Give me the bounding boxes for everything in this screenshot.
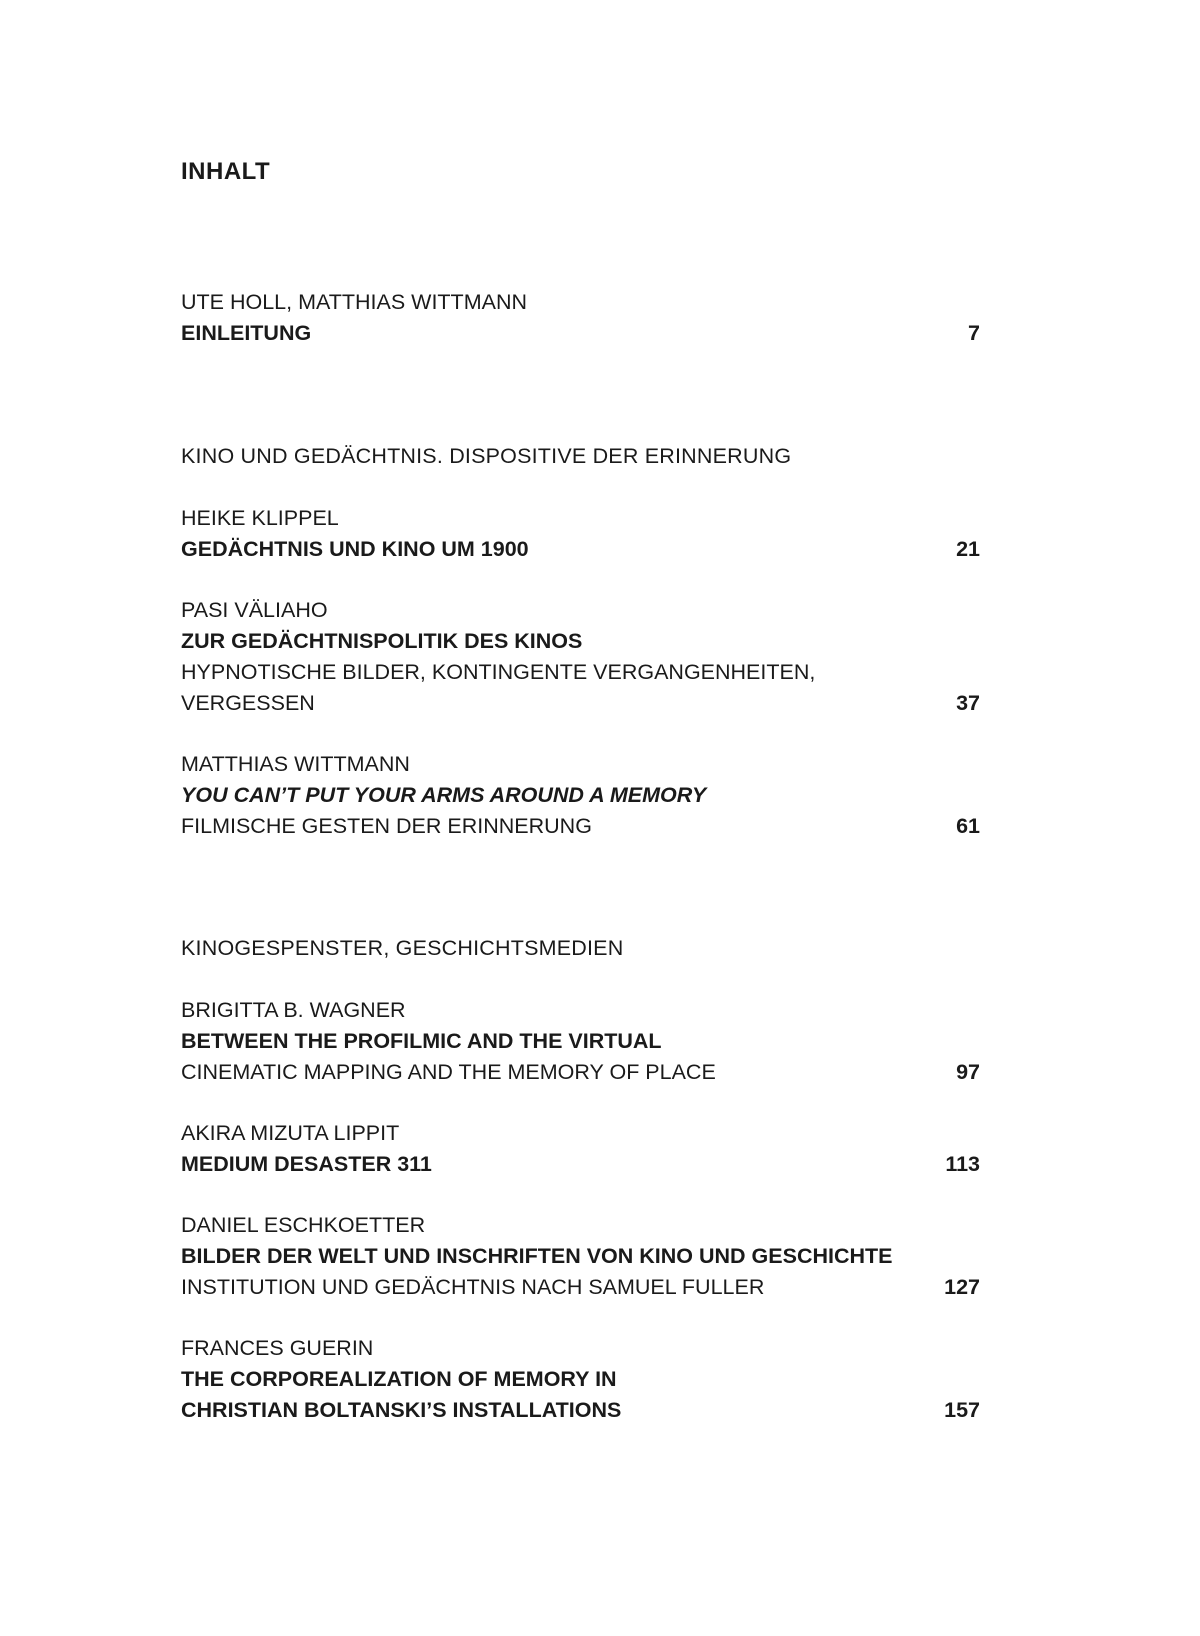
entry-title: CHRISTIAN BOLTANSKI’S INSTALLATIONS [181, 1398, 622, 1422]
entry-author: PASI VÄLIAHO [181, 598, 328, 622]
entry-page-number: 97 [956, 1060, 980, 1084]
entry-author: AKIRA MIZUTA LIPPIT [181, 1121, 400, 1145]
entry-subtitle: FILMISCHE GESTEN DER ERINNERUNG [181, 814, 592, 838]
entry-title: GEDÄCHTNIS UND KINO UM 1900 [181, 537, 529, 561]
section-title: KINOGESPENSTER, GESCHICHTSMEDIEN [181, 936, 624, 960]
entry-page-number: 61 [956, 814, 980, 838]
entry-page-number: 37 [956, 691, 980, 715]
entry-author: MATTHIAS WITTMANN [181, 752, 410, 776]
entry-title: ZUR GEDÄCHTNISPOLITIK DES KINOS [181, 629, 583, 653]
toc-heading: INHALT [181, 158, 271, 185]
entry-page-number: 21 [956, 537, 980, 561]
entry-title: YOU CAN’T PUT YOUR ARMS AROUND A MEMORY [181, 783, 707, 807]
entry-title: BILDER DER WELT UND INSCHRIFTEN VON KINO UND GESCHICHTE [181, 1244, 893, 1268]
entry-subtitle: VERGESSEN [181, 691, 315, 715]
entry-page-number: 113 [945, 1152, 980, 1176]
entry-author: HEIKE KLIPPEL [181, 506, 339, 530]
entry-page-number: 7 [968, 321, 980, 345]
entry-author: DANIEL ESCHKOETTER [181, 1213, 426, 1237]
entry-author: UTE HOLL, MATTHIAS WITTMANN [181, 290, 527, 314]
entry-subtitle: HYPNOTISCHE BILDER, KONTINGENTE VERGANGENHEITEN, [181, 660, 816, 684]
entry-author: FRANCES GUERIN [181, 1336, 374, 1360]
entry-title: THE CORPOREALIZATION OF MEMORY IN [181, 1367, 617, 1391]
entry-subtitle: INSTITUTION UND GEDÄCHTNIS NACH SAMUEL FULLER [181, 1275, 765, 1299]
entry-subtitle: CINEMATIC MAPPING AND THE MEMORY OF PLACE [181, 1060, 716, 1084]
entry-author: BRIGITTA B. WAGNER [181, 998, 406, 1022]
entry-page-number: 157 [944, 1398, 980, 1422]
entry-page-number: 127 [944, 1275, 980, 1299]
entry-title: BETWEEN THE PROFILMIC AND THE VIRTUAL [181, 1029, 662, 1053]
entry-title: EINLEITUNG [181, 321, 312, 345]
section-title: KINO UND GEDÄCHTNIS. DISPOSITIVE DER ERINNERUNG [181, 444, 792, 468]
entry-title: MEDIUM DESASTER 311 [181, 1152, 432, 1176]
